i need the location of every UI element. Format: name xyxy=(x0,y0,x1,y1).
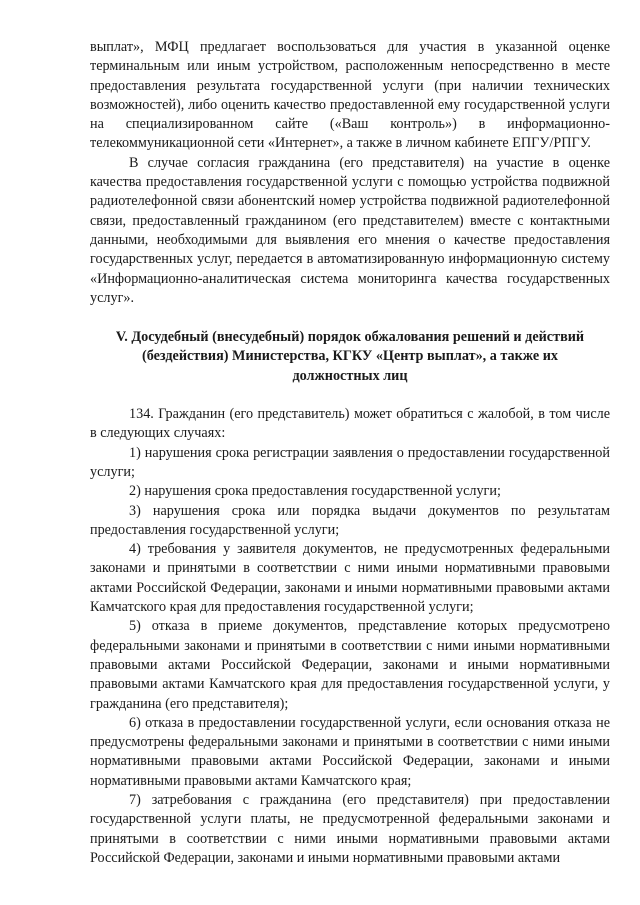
list-item-7: 7) затребования с гражданина (его представителя) при предоставлении государственной услуги платы, не предусмотренной федеральными законами и принятыми в соответствии с ними иными нормативными правовыми актами Российской Федерации, законами и иными нормативными правовыми актами xyxy=(90,791,610,866)
list-item-4: 4) требования у заявителя документов, не предусмотренных федеральными законами и принятыми в соответствии с ними иными нормативными правовыми актами Российской Федерации, законами и иными нормативными правовыми актами Камчатского края для предоставления государственной услуги; xyxy=(90,541,610,616)
continuation-paragraph: выплат», МФЦ предлагает воспользоваться для участия в указанной оценке терминальным или иным устройством, расположенным непосредственно в месте предоставления результата государственной услуги (при наличии технических возможностей), либо оценить качество предоставленной ему государственной услуги на специализированном сайте («Ваш контроль») в информационно-телекоммуникационной сети «Интернет», а также в личном кабинете ЕПГУ/РПГУ. xyxy=(90,39,610,152)
list-item-3: 3) нарушения срока или порядка выдачи документов по результатам предоставления государственной услуги; xyxy=(90,502,610,538)
section-heading-line-2: (бездействия) Министерства, КГКУ «Центр выплат», а также их xyxy=(141,348,559,365)
section-heading-line-1: V. Досудебный (внесудебный) порядок обжалования решений и действий xyxy=(115,329,585,346)
list-item-2: 2) нарушения срока предоставления государственной услуги; xyxy=(129,483,501,500)
paragraph-134: 134. Гражданин (его представитель) может обратиться с жалобой, в том числе в следующих случаях: xyxy=(90,406,610,442)
list-item-6: 6) отказа в предоставлении государственной услуги, если основания отказа не предусмотрены федеральными законами и принятыми в соответствии с ними иными нормативными правовыми актами Российской Федерации, законами и иными нормативными правовыми актами Камчатского края; xyxy=(90,714,610,789)
list-item-5: 5) отказа в приеме документов, представление которых предусмотрено федеральными законами и принятыми в соответствии с ними иными нормативными правовыми актами Российской Федерации, законами и иными нормативными правовыми актами Камчатского края для предоставления государственной услуги, у гражданина (его представителя); xyxy=(90,618,610,712)
list-item-1: 1) нарушения срока регистрации заявления о предоставлении государственной услуги; xyxy=(90,444,610,480)
section-heading xyxy=(90,328,610,386)
consent-paragraph: В случае согласия гражданина (его представителя) на участие в оценке качества предоставления государственной услуги с помощью устройства подвижной радиотелефонной связи абонентский номер устройства подвижной радиотелефонной связи, предоставленный гражданином (его представителем) вместе с контактными данными, необходимыми для выявления его мнения о качестве предоставления государственных услуг, передается в автоматизированную информационную систему «Информационно-аналитическая система мониторинга качества государственных услуг». xyxy=(90,154,610,306)
document-page xyxy=(90,38,610,868)
section-heading-line-3: должностных лиц xyxy=(292,367,408,384)
